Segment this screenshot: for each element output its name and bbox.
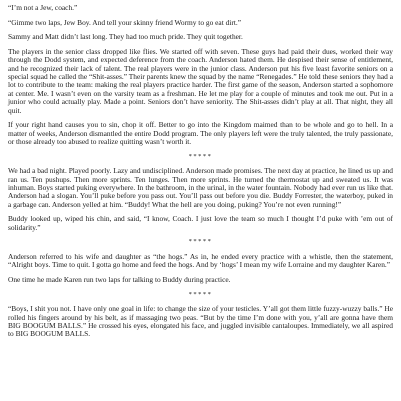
- section-separator: *****: [188, 238, 213, 246]
- section-separator: *****: [188, 290, 213, 298]
- paragraph: “Gimme two laps, Jew Boy. And tell your skinny friend Wormy to go eat dirt.”: [8, 17, 241, 27]
- paragraph: Buddy looked up, wiped his chin, and said, “I know, Coach. I just love the team so much I thought I’d puke with ’em out of solidarity.”: [8, 214, 393, 232]
- paragraph: If your right hand causes you to sin, chop it off. Better to go into the Kingdom maimed than to be whole and go to hell. In a matter of weeks, Anderson dismantled the entire Dodd program. The only players left were the truly talented, the truly passionate, or those already too abused to realize quitting wasn’t worth it.: [8, 120, 393, 147]
- paragraph: “Boys, I shit you not. I have only one goal in life: to change the size of your testicles. Y’all got them little fuzzy-wuzzy balls.” He rolled his fingers around by his belt, as if massaging two peas. “But by the time I’m done with you, y’all are gonna have them BIG BOOGUM BALLS.” He crossed his eyes, elongated his face, and juggled invisible cantaloupes. Immediately, we all aspired to BIG BOOGUM BALLS.: [8, 304, 393, 339]
- paragraph: Sammy and Matt didn’t last long. They had too much pride. They quit together.: [8, 32, 243, 42]
- paragraph: Anderson referred to his wife and daughter as “the hogs.” As in, he ended every practice with a whistle, then the statement, “Alright boys. Time to quit. I gotta go home and feed the hogs. And by ‘hogs’ I mean my wife Lorraine and my daughter Karen.”: [8, 252, 393, 270]
- section-separator: *****: [188, 152, 213, 160]
- paragraph: The players in the senior class dropped like flies. We started off with seven. These guys had paid their dues, worked their way through the Dodd system, and expected deference from the coach. Anderson hated them. He despised their sense of entitlement, and he recognized their lack of talent. The real players were in the junior class. Anderson put his five least favorite seniors on a special squad he called the “Shit-asses.” Their parents knew the squad by the name “Renegades.” He told these seniors they had a lot to contribute to the team: making the real players practice harder. The first game of the season, Anderson started a sophomore at center. Me. I wasn’t even on the varsity team as a freshman. He let me play for a couple of minutes and took me out. Put in a junior who could actually play. Made a point. Seniors don’t have seniority. The Shit-asses didn’t play at all. That night, they all quit.: [8, 46, 393, 115]
- paragraph: “I’m not a Jew, coach.”: [8, 3, 78, 12]
- paragraph: We had a bad night. Played poorly. Lazy and undisciplined. Anderson made promises. The next day at practice, he lined us up and ran us. Ten pushups. Then more sprints. Ten lunges. Then more sprints. He turned the thermostat up and sweated us. It was inhuman. Boys started puking everywhere. In the bathroom, in the urinal, in the water fountain. Nobody had ever run us like that. Anderson had a slogan. You’ll puke before you pass out. You’ll pass out before you die. Buddy Forrester, the waterboy, puked in a garbage can. Anderson yelled at him. “Buddy! What the hell are you doing, puking? You’re not even running!”: [8, 166, 393, 209]
- paragraph: One time he made Karen run two laps for talking to Buddy during practice.: [8, 275, 231, 285]
